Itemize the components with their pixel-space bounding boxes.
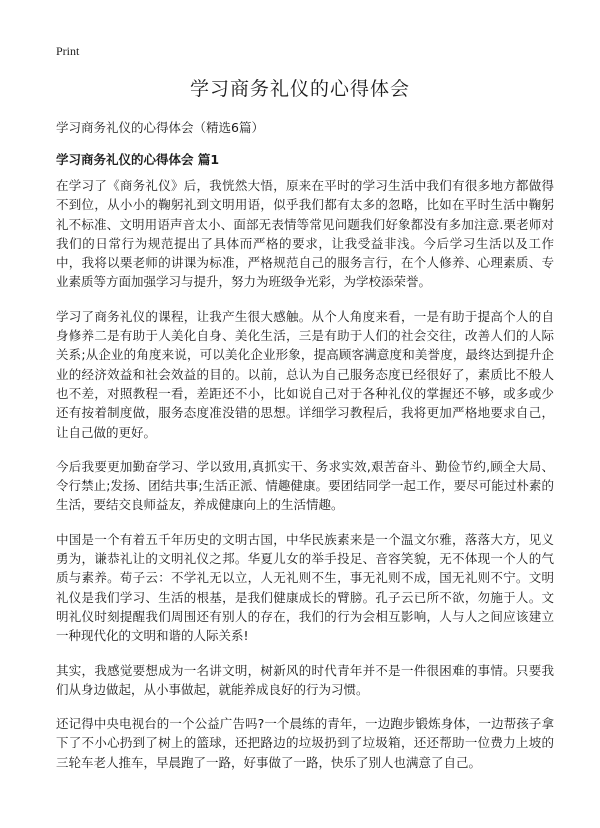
paragraph: 中国是一个有着五千年历史的文明古国，中华民族素来是一个温文尔雅，落落大方，见义勇为，谦恭礼让的文明礼仪之邦。华夏儿女的举手投足、音容笑貌，无不体现一个人的气质与素养。荀子云：不学礼无以立，人无礼则不生，事无礼则不成，国无礼则不宁。文明礼仪是我们学习、生活的根基，是我们健康成长的臂膀。孔子云已所不欲，勿施于人。文明礼仪时刻提醒我们周围还有别人的存在，我们的行为会相互影响，人与人之间应该建立一种现代化的文明和谐的人际关系! — [56, 531, 554, 644]
paragraph: 在学习了《商务礼仪》后，我恍然大悟，原来在平时的学习生活中我们有很多地方都做得不到位，从小小的鞠躬礼到文明用语，似乎我们都有太多的忽略，比如在平时生活中鞠躬礼不标准、文明用语声音太小、面部无表情等常见问题我们好象都没有多加注意.栗老师对我们的日常行为规范提出了具体而严格的要求，让我受益非浅。今后学习生活以及工作中，我将以栗老师的讲课为标准，严格规范自己的服务言行，在个人修养、心理素质、专业素质等方面加强学习与提升，努力为班级争光彩，为学校添荣誉。 — [56, 178, 554, 290]
print-link[interactable]: Print — [56, 44, 80, 58]
paragraph: 其实，我感觉要想成为一名讲文明，树新风的时代青年并不是一件很困难的事情。只要我们从身边做起，从小事做起，就能养成良好的行为习惯。 — [56, 662, 554, 697]
document-subtitle: 学习商务礼仪的心得体会（精选6篇） — [56, 120, 264, 135]
paragraph: 还记得中央电视台的一个公益广告吗?一个晨练的青年，一边跑步锻炼身体，一边帮孩子拿下了不小心扔到了树上的篮球，还把路边的垃圾扔到了垃圾箱，还还帮助一位费力上坡的三轮车老人推车，早晨跑了一路，好事做了一路，快乐了别人也满意了自己。 — [56, 716, 554, 770]
paragraph: 学习了商务礼仪的课程，让我产生很大感触。从个人角度来看，一是有助于提高个人的自身修养二是有助于人美化自身、美化生活，三是有助于人们的社会交往，改善人们的人际关系;从企业的角度来说，可以美化企业形象，提高顾客满意度和美誉度，最终达到提升企业的经济效益和社会效益的目的。以前，总认为自己服务态度已经很好了，素质比不般人也不差，对照教程一看，差距还不小，比如说自己对于各种礼仪的掌握还不够，或多或少还有按着制度做，服务态度准没错的思想。详细学习教程后，我将更加严格地要求自己，让自己做的更好。 — [56, 308, 554, 440]
section-heading: 学习商务礼仪的心得体会 篇1 — [56, 152, 220, 167]
document-title: 学习商务礼仪的心得体会 — [189, 78, 410, 100]
article-body — [56, 176, 554, 787]
paragraph: 今后我要更加勤奋学习、学以致用,真抓实干、务求实效,艰苦奋斗、勤俭节约,顾全大局、令行禁止;发扬、团结共事;生活正派、情趣健康。要团结同学一起工作，要尽可能过朴素的生活，要结交良师益友，养成健康向上的生活情趣。 — [56, 458, 554, 513]
